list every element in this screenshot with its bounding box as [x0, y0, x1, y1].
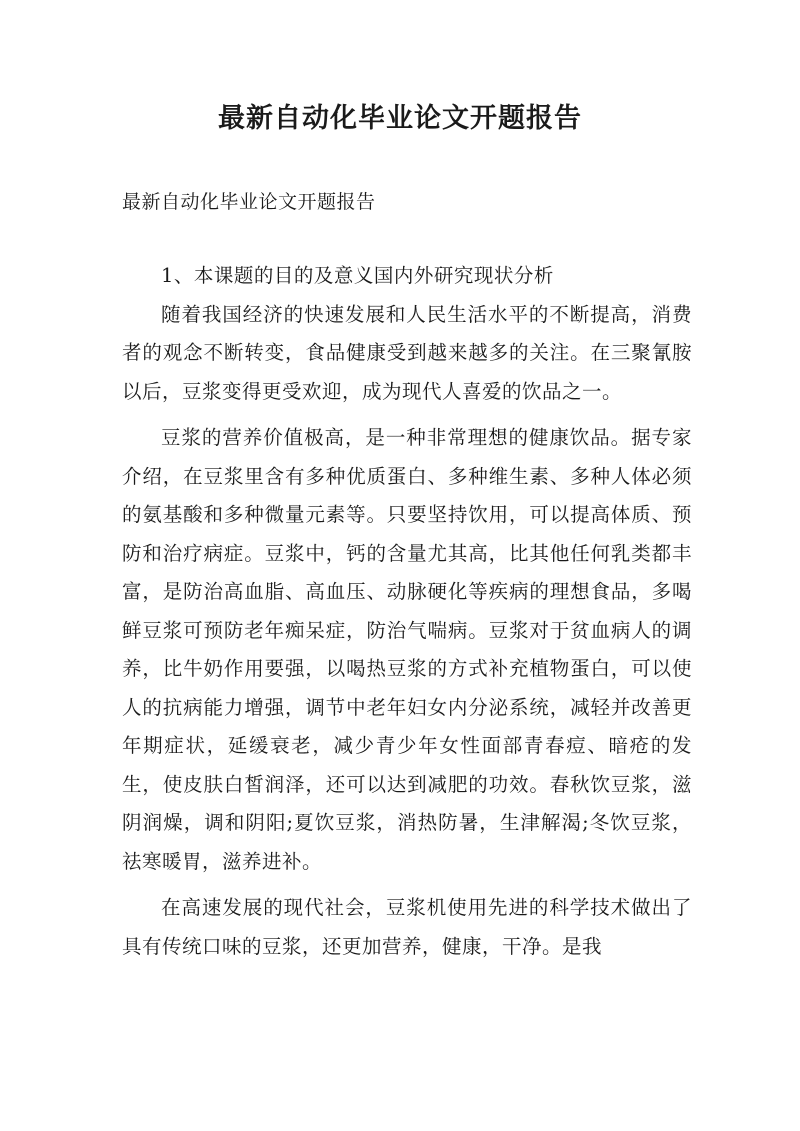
paragraph-2: 豆浆的营养价值极高，是一种非常理想的健康饮品。据专家介绍，在豆浆里含有多种优质蛋白、多种维生素、多种人体必须的氨基酸和多种微量元素等。只要坚持饮用，可以提高体质、预防和治疗病症。豆浆中，钙的含量尤其高，比其他任何乳类都丰富，是防治高血脂、高血压、动脉硬化等疾病的理想食品，多喝鲜豆浆可预防老年痴呆症，防治气喘病。豆浆对于贫血病人的调养，比牛奶作用要强，以喝热豆浆的方式补充植物蛋白，可以使人的抗病能力增强，调节中老年妇女内分泌系统，减轻并改善更年期症状，延缓衰老，减少青少年女性面部青春痘、暗疮的发生，使皮肤白皙润泽，还可以达到减肥的功效。春秋饮豆浆，滋阴润燥，调和阴阳;夏饮豆浆，消热防暑，生津解渴;冬饮豆浆，祛寒暖胃，滋养进补。 [122, 426, 692, 873]
document-subtitle: 最新自动化毕业论文开题报告 [122, 191, 376, 213]
paragraph-1: 随着我国经济的快速发展和人民生活水平的不断提高，消费者的观念不断转变，食品健康受到越来越多的关注。在三聚氰胺以后，豆浆变得更受欢迎，成为现代人喜爱的饮品之一。 [122, 302, 692, 403]
document-body [122, 257, 692, 974]
document-title: 最新自动化毕业论文开题报告 [218, 103, 582, 134]
paragraph-3: 在高速发展的现代社会，豆浆机使用先进的科学技术做出了具有传统口味的豆浆，还更加营养，健康，干净。是我 [122, 896, 692, 958]
section-heading: 1、本课题的目的及意义国内外研究现状分析 [161, 264, 554, 287]
